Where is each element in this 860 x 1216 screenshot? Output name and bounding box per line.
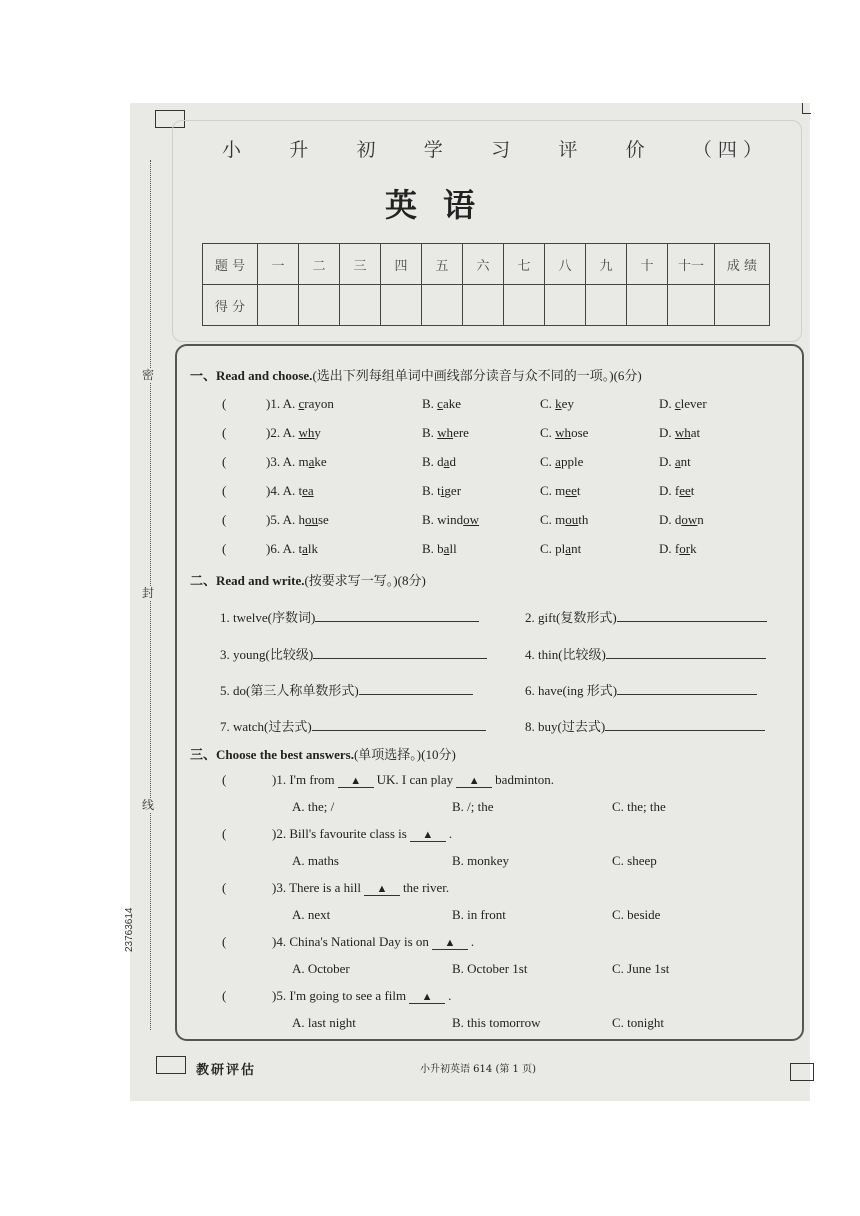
corner-box-top-right xyxy=(802,103,811,114)
option-b: B. tiger xyxy=(422,483,462,498)
title-char: 评 xyxy=(558,139,578,161)
choice-b: B. monkey xyxy=(452,853,510,868)
score-input-cell[interactable] xyxy=(258,285,299,326)
score-input-cell[interactable] xyxy=(504,285,545,326)
answer-bracket[interactable]: ( xyxy=(222,880,227,895)
option-b: B. window xyxy=(422,512,480,527)
title-char: 学 xyxy=(423,139,443,161)
score-cell: 三 xyxy=(340,244,381,285)
option-d: D. clever xyxy=(659,396,707,411)
answer-blank[interactable] xyxy=(315,609,479,622)
option-d: D. feet xyxy=(659,483,695,498)
score-cell: 成 绩 xyxy=(715,244,770,285)
section1-title-en: 一、Read and choose. xyxy=(190,368,313,383)
choice-c: C. June 1st xyxy=(612,961,670,976)
score-input-cell[interactable] xyxy=(668,285,715,326)
option-d: D. fork xyxy=(659,541,697,556)
score-input-cell[interactable] xyxy=(422,285,463,326)
section2-title-zh: (按要求写一写。)(8分) xyxy=(304,573,426,588)
choice-c: C. sheep xyxy=(612,853,657,868)
score-input-cell[interactable] xyxy=(340,285,381,326)
option-d: D. ant xyxy=(659,454,691,469)
choice-b: B. October 1st xyxy=(452,961,528,976)
answer-bracket[interactable]: ( xyxy=(222,772,227,787)
score-cell: 十 xyxy=(627,244,668,285)
title-char: 小 xyxy=(222,139,242,161)
answer-blank[interactable] xyxy=(313,646,487,659)
option-c: C. key xyxy=(540,396,574,411)
title-char: 升 xyxy=(289,139,309,161)
write-item xyxy=(220,680,473,699)
question-text: )1. I'm from ▲ UK. I can play ▲ badminton. xyxy=(272,772,555,787)
write-item xyxy=(220,607,479,626)
option-a: )4. A. tea xyxy=(266,483,314,498)
score-input-cell[interactable] xyxy=(463,285,504,326)
choice-b: B. in front xyxy=(452,907,506,922)
answer-bracket[interactable]: ( xyxy=(222,541,227,556)
answer-blank[interactable] xyxy=(605,718,765,731)
score-cell: 五 xyxy=(422,244,463,285)
score-cell: 六 xyxy=(463,244,504,285)
question-text: )3. There is a hill ▲ the river. xyxy=(272,880,450,895)
score-cell: 二 xyxy=(299,244,340,285)
write-item xyxy=(220,716,486,735)
score-cell: 一 xyxy=(258,244,299,285)
title-char: 价 xyxy=(625,139,645,161)
answer-blank[interactable] xyxy=(617,682,757,695)
footer-left-label: 教研评估 xyxy=(196,1063,257,1078)
choice-a: A. next xyxy=(292,907,331,922)
score-table-score-row xyxy=(203,285,770,326)
score-cell: 八 xyxy=(545,244,586,285)
option-b: B. dad xyxy=(422,454,456,469)
section3-title-zh: (单项选择。)(10分) xyxy=(353,747,456,762)
write-item xyxy=(525,644,766,663)
score-input-cell[interactable] xyxy=(715,285,770,326)
choice-a: A. the; / xyxy=(292,799,335,814)
question-text: )2. Bill's favourite class is ▲ . xyxy=(272,826,453,841)
answer-bracket[interactable]: ( xyxy=(222,454,227,469)
choice-a: A. maths xyxy=(292,853,339,868)
option-d: D. what xyxy=(659,425,701,440)
score-cell: 题 号 xyxy=(203,244,258,285)
section2-title xyxy=(190,570,426,589)
option-a: )6. A. talk xyxy=(266,541,319,556)
option-c: C. mouth xyxy=(540,512,589,527)
write-item-label: 6. have(ing 形式) xyxy=(525,683,618,698)
option-c: C. whose xyxy=(540,425,589,440)
side-serial-number: 23763614 xyxy=(124,907,135,952)
write-item-label: 8. buy(过去式) xyxy=(525,719,606,734)
option-a: )3. A. make xyxy=(266,454,327,469)
write-item-label: 4. thin(比较级) xyxy=(525,647,606,662)
section3-title xyxy=(190,744,456,763)
choice-c: C. the; the xyxy=(612,799,666,814)
score-input-cell[interactable] xyxy=(545,285,586,326)
write-item xyxy=(525,680,757,699)
corner-box-bottom-right xyxy=(790,1063,814,1081)
write-item-label: 7. watch(过去式) xyxy=(220,719,312,734)
side-char-seal-2: 封 xyxy=(142,586,155,600)
answer-bracket[interactable]: ( xyxy=(222,988,227,1003)
title-char: 初 xyxy=(356,139,376,161)
answer-blank[interactable] xyxy=(617,609,767,622)
footer-page-info: 小升初英语 614 (第 1 页) xyxy=(420,1064,536,1075)
option-a: )1. A. crayon xyxy=(266,396,334,411)
score-input-cell[interactable] xyxy=(627,285,668,326)
score-cell: 四 xyxy=(381,244,422,285)
write-item-label: 2. gift(复数形式) xyxy=(525,610,617,625)
score-cell: 九 xyxy=(586,244,627,285)
subject-title: 英语 xyxy=(384,186,501,224)
answer-blank[interactable] xyxy=(359,682,473,695)
answer-blank[interactable] xyxy=(312,718,486,731)
title-char: 习 xyxy=(491,139,511,161)
score-cell: 七 xyxy=(504,244,545,285)
option-d: D. down xyxy=(659,512,704,527)
corner-box-bottom-left xyxy=(156,1056,186,1074)
choice-b: B. this tomorrow xyxy=(452,1015,541,1030)
section3-title-en: 三、Choose the best answers. xyxy=(190,747,354,762)
answer-bracket[interactable]: ( xyxy=(222,512,227,527)
option-a: )2. A. why xyxy=(266,425,321,440)
answer-bracket[interactable]: ( xyxy=(222,826,227,841)
score-cell: 得 分 xyxy=(203,285,258,326)
answer-bracket[interactable]: ( xyxy=(222,425,227,440)
option-c: C. meet xyxy=(540,483,581,498)
answer-blank[interactable] xyxy=(606,646,766,659)
choice-c: C. tonight xyxy=(612,1015,665,1030)
choice-b: B. /; the xyxy=(452,799,494,814)
question-text: )5. I'm going to see a film ▲ . xyxy=(272,988,452,1003)
question-text: )4. China's National Day is on ▲ . xyxy=(272,934,475,949)
section1-title-zh: (选出下列每组单词中画线部分读音与众不同的一项。)(6分) xyxy=(312,368,642,383)
option-b: B. where xyxy=(422,425,469,440)
exam-title xyxy=(222,135,762,162)
option-c: C. apple xyxy=(540,454,584,469)
score-table-header-row xyxy=(203,244,770,285)
answer-bracket[interactable]: ( xyxy=(222,934,227,949)
section2-title-en: 二、Read and write. xyxy=(190,573,305,588)
side-char-seal-1: 密 xyxy=(142,368,155,382)
write-item xyxy=(220,644,487,663)
option-b: B. ball xyxy=(422,541,457,556)
choice-a: A. October xyxy=(292,961,350,976)
option-b: B. cake xyxy=(422,396,461,411)
score-input-cell[interactable] xyxy=(381,285,422,326)
score-table xyxy=(202,243,770,326)
score-input-cell[interactable] xyxy=(299,285,340,326)
choice-c: C. beside xyxy=(612,907,661,922)
section1-title xyxy=(190,365,642,384)
write-item xyxy=(525,716,765,735)
answer-bracket[interactable]: ( xyxy=(222,483,227,498)
write-item xyxy=(525,607,767,626)
write-item-label: 1. twelve(序数词) xyxy=(220,610,316,625)
option-a: )5. A. house xyxy=(266,512,329,527)
title-char: （ 四 ） xyxy=(692,139,762,161)
score-cell: 十一 xyxy=(668,244,715,285)
choice-a: A. last night xyxy=(292,1015,356,1030)
option-c: C. plant xyxy=(540,541,582,556)
write-item-label: 3. young(比较级) xyxy=(220,647,314,662)
side-char-seal-3: 线 xyxy=(142,798,155,812)
score-input-cell[interactable] xyxy=(586,285,627,326)
write-item-label: 5. do(第三人称单数形式) xyxy=(220,683,359,698)
answer-bracket[interactable]: ( xyxy=(222,396,227,411)
